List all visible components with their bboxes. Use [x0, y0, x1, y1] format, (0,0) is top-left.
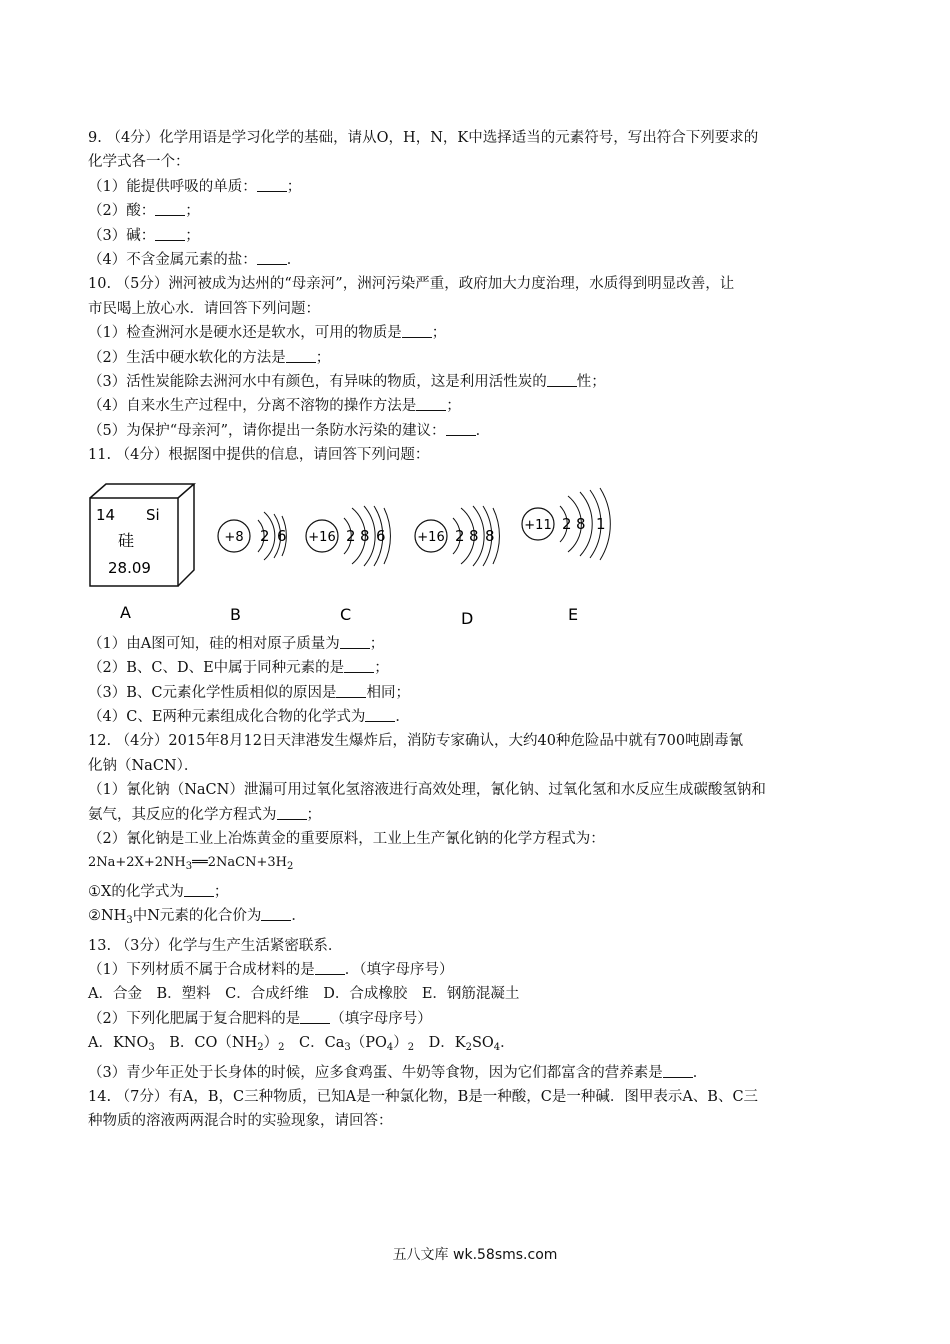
punct: ；	[185, 227, 200, 244]
shell-electrons: 6	[376, 526, 386, 545]
answer-blank[interactable]	[547, 372, 577, 387]
element-symbol: Si	[146, 505, 160, 524]
punct: ．	[286, 252, 302, 269]
subscript: 3	[148, 1042, 155, 1054]
figure-label-a: A	[120, 602, 131, 622]
q11-sub2	[88, 656, 860, 680]
punct: ；	[446, 398, 461, 415]
q13-sub1-tail: ．（填字母序号）	[344, 961, 454, 978]
atom-e	[522, 488, 610, 624]
cell-top	[90, 484, 194, 498]
opt: ．	[500, 1035, 515, 1052]
q12-c2	[88, 904, 860, 933]
q10-stem-line2: 市民喝上放心水．请回答下列问题：	[88, 300, 320, 317]
answer-blank[interactable]	[300, 1009, 330, 1024]
eq-subscript: 2	[286, 861, 294, 873]
shell-electrons: 2	[346, 526, 356, 545]
q10-sub4	[88, 394, 860, 418]
q12-sub1-line1: （1）氰化钠（NaCN）泄漏可用过氧化氢溶液进行高效处理，氰化钠、过氧化氢和水反应生成碳酸氢钠和	[88, 782, 766, 799]
answer-blank[interactable]	[344, 658, 374, 673]
q10-sub5	[88, 419, 860, 443]
q12-sub1-line2	[88, 803, 860, 827]
q9-sub3	[88, 224, 860, 248]
eq-part: ══2NaCN+3H	[192, 855, 287, 871]
q12-sub2: （2）氰化钠是工业上冶炼黄金的重要原料，工业上生产氰化钠的化学方程式为：	[88, 830, 605, 847]
answer-blank[interactable]	[257, 177, 287, 192]
q10-sub4-text: （4）自来水生产过程中，分离不溶物的操作方法是	[88, 398, 417, 415]
q11-sub3-tail: 相同；	[366, 684, 410, 701]
q10-sub1	[88, 321, 860, 345]
punct: ；	[213, 883, 229, 900]
answer-blank[interactable]	[257, 250, 287, 265]
q11-sub4	[88, 705, 860, 729]
q13-sub2	[88, 1007, 860, 1031]
q10-sub3-tail: 性；	[576, 374, 606, 391]
q13-stem: 13. （3分）化学与生产生活紧密联系．	[88, 937, 343, 954]
answer-blank[interactable]	[402, 323, 432, 338]
q10-sub3	[88, 370, 860, 394]
subscript: 3	[126, 915, 133, 927]
exam-page	[88, 126, 860, 1134]
q9-sub4-text: （4）不含金属元素的盐：	[88, 252, 257, 269]
punct: ．	[395, 708, 410, 725]
q11-sub2-text: （2）B、C、D、E中属于同种元素的是	[88, 660, 345, 677]
punct: ；	[315, 349, 331, 366]
element-cell-si	[90, 484, 194, 622]
punct: ．	[692, 1064, 708, 1081]
subscript: 2	[407, 1042, 415, 1054]
answer-blank[interactable]	[365, 707, 395, 722]
atom-structure-figure	[88, 476, 628, 626]
shell-electrons: 8	[576, 514, 586, 533]
answer-blank[interactable]	[184, 882, 214, 897]
punct: ．	[475, 422, 491, 439]
answer-blank[interactable]	[416, 396, 446, 411]
punct: ；	[374, 660, 389, 677]
nucleus-charge: +11	[524, 517, 552, 533]
q14-stem-line1: 14. （7分）有A，B，C三种物质，已知A是一种氯化物，B是一种酸，C是一种碱．图甲表示A、B、C三	[88, 1089, 759, 1105]
answer-blank[interactable]	[286, 348, 316, 363]
q11-sub1	[88, 632, 860, 656]
atom-b	[218, 512, 287, 624]
atom-d	[415, 506, 499, 626]
answer-blank[interactable]	[155, 201, 185, 216]
opt: D．K	[414, 1035, 466, 1052]
nucleus-charge: +8	[224, 529, 244, 545]
figure-label-d: D	[461, 608, 474, 626]
punct: ．	[291, 908, 306, 925]
punct: ；	[369, 635, 385, 652]
shell-electrons: 8	[485, 526, 495, 545]
q11-sub4-text: （4）C、E两种元素组成化合物的化学式为	[88, 708, 366, 725]
q12-stem-line1: 12. （4分）2015年8月12日天津港发生爆炸后，消防专家确认，大约40种危险品中就有700吨剧毒氰	[88, 733, 744, 750]
atom-c	[306, 506, 390, 624]
atomic-mass: 28.09	[108, 558, 151, 577]
q9-sub4	[88, 248, 860, 272]
shell-electrons: 2	[260, 526, 270, 545]
q13-sub1	[88, 958, 860, 982]
q9-stem-line1: 9. （4分）化学用语是学习化学的基础，请从O，H，N，K中选择适当的元素符号，写出符合下列要求的	[88, 130, 759, 146]
opt: B．CO（NH	[154, 1035, 258, 1052]
q11-sub3-text: （3）B、C元素化学性质相似的原因是	[88, 684, 337, 701]
q12-stem-line2: 化钠（NaCN）．	[88, 757, 199, 774]
q12-equation	[88, 851, 860, 879]
q12-c1	[88, 880, 860, 904]
q12-c2-text: ②NH	[88, 908, 127, 925]
q9-sub1-text: （1）能提供呼吸的单质：	[88, 178, 257, 195]
q10-sub5-text: （5）为保护“母亲河”，请你提出一条防水污染的建议：	[88, 422, 446, 439]
q13-options2	[88, 1031, 860, 1060]
q11-sub1-text: （1）由A图可知，硅的相对原子质量为	[88, 635, 340, 652]
eq-subscript: 3	[185, 861, 193, 873]
q11-sub3	[88, 681, 860, 705]
shell-electrons: 8	[469, 526, 479, 545]
q13-options1: A．合金 B．塑料 C．合成纤维 D．合成橡胶 E．钢筋混凝土	[88, 986, 520, 1003]
q14-stem-line2: 种物质的溶液两两混合时的实验现象，请回答：	[88, 1113, 393, 1130]
q12-sub1-text: 氨气，其反应的化学方程式为	[88, 806, 277, 823]
subscript: 3	[344, 1042, 351, 1054]
answer-blank[interactable]	[336, 683, 366, 698]
nucleus-charge: +16	[417, 529, 445, 545]
q12-c2-text: 中N元素的化合价为	[132, 908, 262, 925]
q10-sub2	[88, 346, 860, 370]
q10-sub2-text: （2）生活中硬水软化的方法是	[88, 349, 286, 366]
figure-svg	[88, 476, 628, 626]
answer-blank[interactable]	[315, 960, 345, 975]
figure-label-e: E	[568, 604, 579, 624]
q12-c1-text: ①X的化学式为	[88, 883, 184, 900]
shell-electrons: 2	[455, 526, 465, 545]
figure-label-c: C	[340, 604, 352, 624]
opt: （PO	[350, 1035, 387, 1052]
q13-sub2-tail: （填字母序号）	[330, 1010, 432, 1027]
figure-label-b: B	[230, 604, 241, 624]
shell-electrons: 8	[360, 526, 370, 545]
answer-blank[interactable]	[277, 805, 307, 820]
subscript: 2	[257, 1042, 264, 1054]
opt: A．KNO	[88, 1035, 149, 1052]
punct: ；	[286, 178, 302, 195]
shell-electrons: 1	[596, 514, 606, 533]
answer-blank[interactable]	[340, 634, 370, 649]
q10-stem-line1: 10. （5分）洲河被成为达州的“母亲河”，洲河污染严重，政府加大力度治理，水质得到明显改善，让	[88, 276, 735, 293]
answer-blank[interactable]	[446, 421, 476, 436]
q9-sub1	[88, 175, 860, 199]
nucleus-charge: +16	[308, 529, 336, 545]
answer-blank[interactable]	[663, 1063, 693, 1078]
q13-sub2-text: （2）下列化肥属于复合肥料的是	[88, 1010, 301, 1027]
answer-blank[interactable]	[155, 226, 185, 241]
shell-electrons: 6	[277, 526, 287, 545]
q9-sub2-text: （2）酸：	[88, 203, 156, 220]
q10-sub3-text: （3）活性炭能除去洲河水中有颜色，有异味的物质，这是利用活性炭的	[88, 374, 547, 391]
subscript: 4	[493, 1042, 501, 1054]
subscript: 2	[278, 1042, 285, 1054]
element-name: 硅	[118, 530, 135, 550]
answer-blank[interactable]	[261, 906, 291, 921]
q9-stem-line2: 化学式各一个：	[88, 154, 190, 171]
opt: ）	[393, 1035, 408, 1052]
subscript: 2	[465, 1042, 472, 1054]
cell-side	[178, 484, 194, 586]
opt: ）	[263, 1035, 279, 1052]
atomic-number: 14	[96, 505, 116, 524]
subscript: 4	[386, 1042, 394, 1054]
eq-part: 2Na+2X+2NH	[88, 855, 186, 871]
q13-sub3	[88, 1061, 860, 1085]
punct: ；	[431, 325, 447, 342]
punct: ；	[306, 806, 321, 823]
shell-electrons: 2	[562, 514, 572, 533]
q13-sub1-text: （1）下列材质不属于合成材料的是	[88, 961, 315, 978]
q13-sub3-text: （3）青少年正处于长身体的时候，应多食鸡蛋、牛奶等食物，因为它们都富含的营养素是	[88, 1064, 663, 1081]
q9-sub2	[88, 199, 860, 223]
opt: SO	[471, 1035, 494, 1052]
q10-sub1-text: （1）检查洲河水是硬水还是软水，可用的物质是	[88, 325, 402, 342]
q9-sub3-text: （3）碱：	[88, 227, 156, 244]
q11-stem: 11. （4分）根据图中提供的信息，请回答下列问题：	[88, 447, 430, 464]
punct: ；	[185, 203, 200, 220]
page-footer: 五八文库 wk.58sms.com	[392, 1247, 558, 1263]
opt: C．Ca	[284, 1035, 345, 1052]
